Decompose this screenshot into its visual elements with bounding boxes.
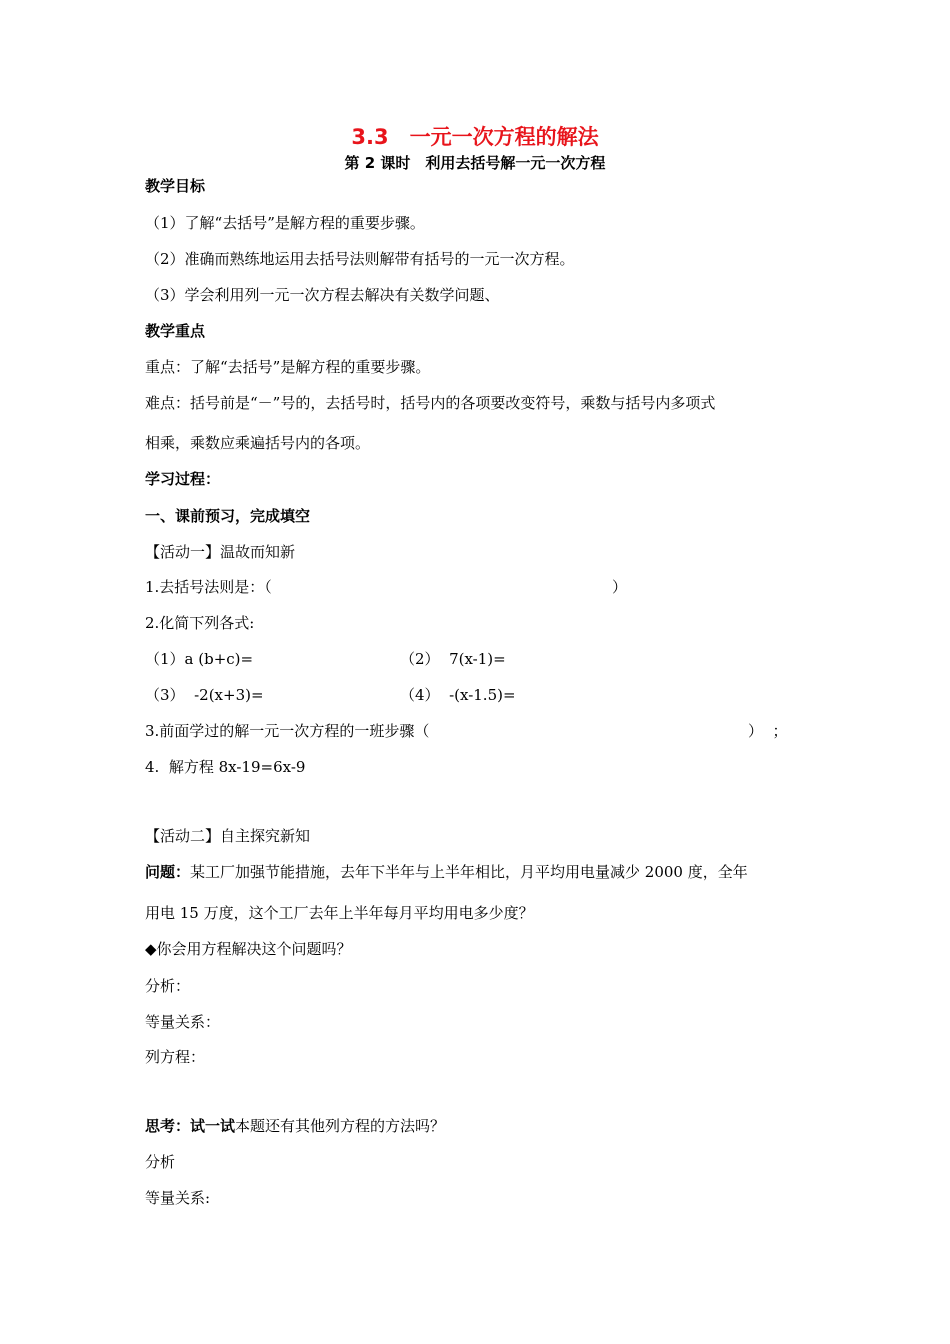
page-subtitle: 第 2 课时 利用去括号解一元一次方程 [344,154,606,172]
think-rest: 本题还有其他列方程的方法吗？ [235,1117,446,1135]
method-prompt: ◆你会用方程解决这个问题吗？ [145,940,352,958]
objective-item-3: （3）学会利用列一元一次方程去解决有关数学问题、 [145,286,500,304]
q2-item-2: （2） 7(x-1)= [400,650,506,668]
problem-text-1: 某工厂加强节能措施，去年下半年与上半年相比，月平均用电量减少 2000 度，全年 [190,863,748,881]
question-1: 1.去括号法则是：（ [145,578,272,596]
q2-item-4: （4） -(x-1.5)= [400,686,516,704]
objectives-heading: 教学目标 [145,177,206,195]
think-analysis-label: 分析 [145,1153,176,1171]
question-3-close: ） ； [748,722,788,740]
section1-heading: 一、课前预习，完成填空 [145,507,311,525]
think-bold: 试一试 [190,1117,236,1135]
q2-item-3: （3） -2(x+3)= [145,686,264,704]
question-3: 3.前面学过的解一元一次方程的一班步骤（ [145,722,430,740]
think-line [145,1116,445,1136]
activity1-label: 【活动一】温故而知新 [145,543,296,561]
process-heading: 学习过程： [145,470,221,488]
activity2-label: 【活动二】自主探究新知 [145,827,311,845]
problem-line2: 用电 15 万度，这个工厂去年上半年每月平均用电多少度？ [145,904,534,922]
analysis-label: 分析： [145,977,191,995]
keypoints-heading: 教学重点 [145,322,206,340]
relation-label: 等量关系： [145,1013,221,1031]
q2-item-1: （1）a (b+c)= [145,650,254,668]
think-label: 思考： [145,1117,191,1135]
difficulty-text-line2: 相乘，乘数应乘遍括号内的各项。 [145,434,371,452]
think-relation-label: 等量关系: [145,1189,211,1207]
objective-item-1: （1）了解“去括号”是解方程的重要步骤。 [145,214,425,232]
question-4: 4. 解方程 8x-19=6x-9 [145,758,306,776]
difficulty-text-line1: 难点：括号前是“－”号的，去括号时，括号内的各项要改变符号，乘数与括号内多项式 [145,394,716,412]
focus-text: 重点：了解“去括号”是解方程的重要步骤。 [145,358,431,376]
page-title: 3.3 一元一次方程的解法 [351,125,599,149]
problem-label: 问题： [145,863,191,881]
question-2: 2.化简下列各式: [145,614,255,632]
problem-line1 [145,862,748,882]
objective-item-2: （2）准确而熟练地运用去括号法则解带有括号的一元一次方程。 [145,250,575,268]
equation-label: 列方程： [145,1048,206,1066]
question-1-close: ） [612,578,628,596]
